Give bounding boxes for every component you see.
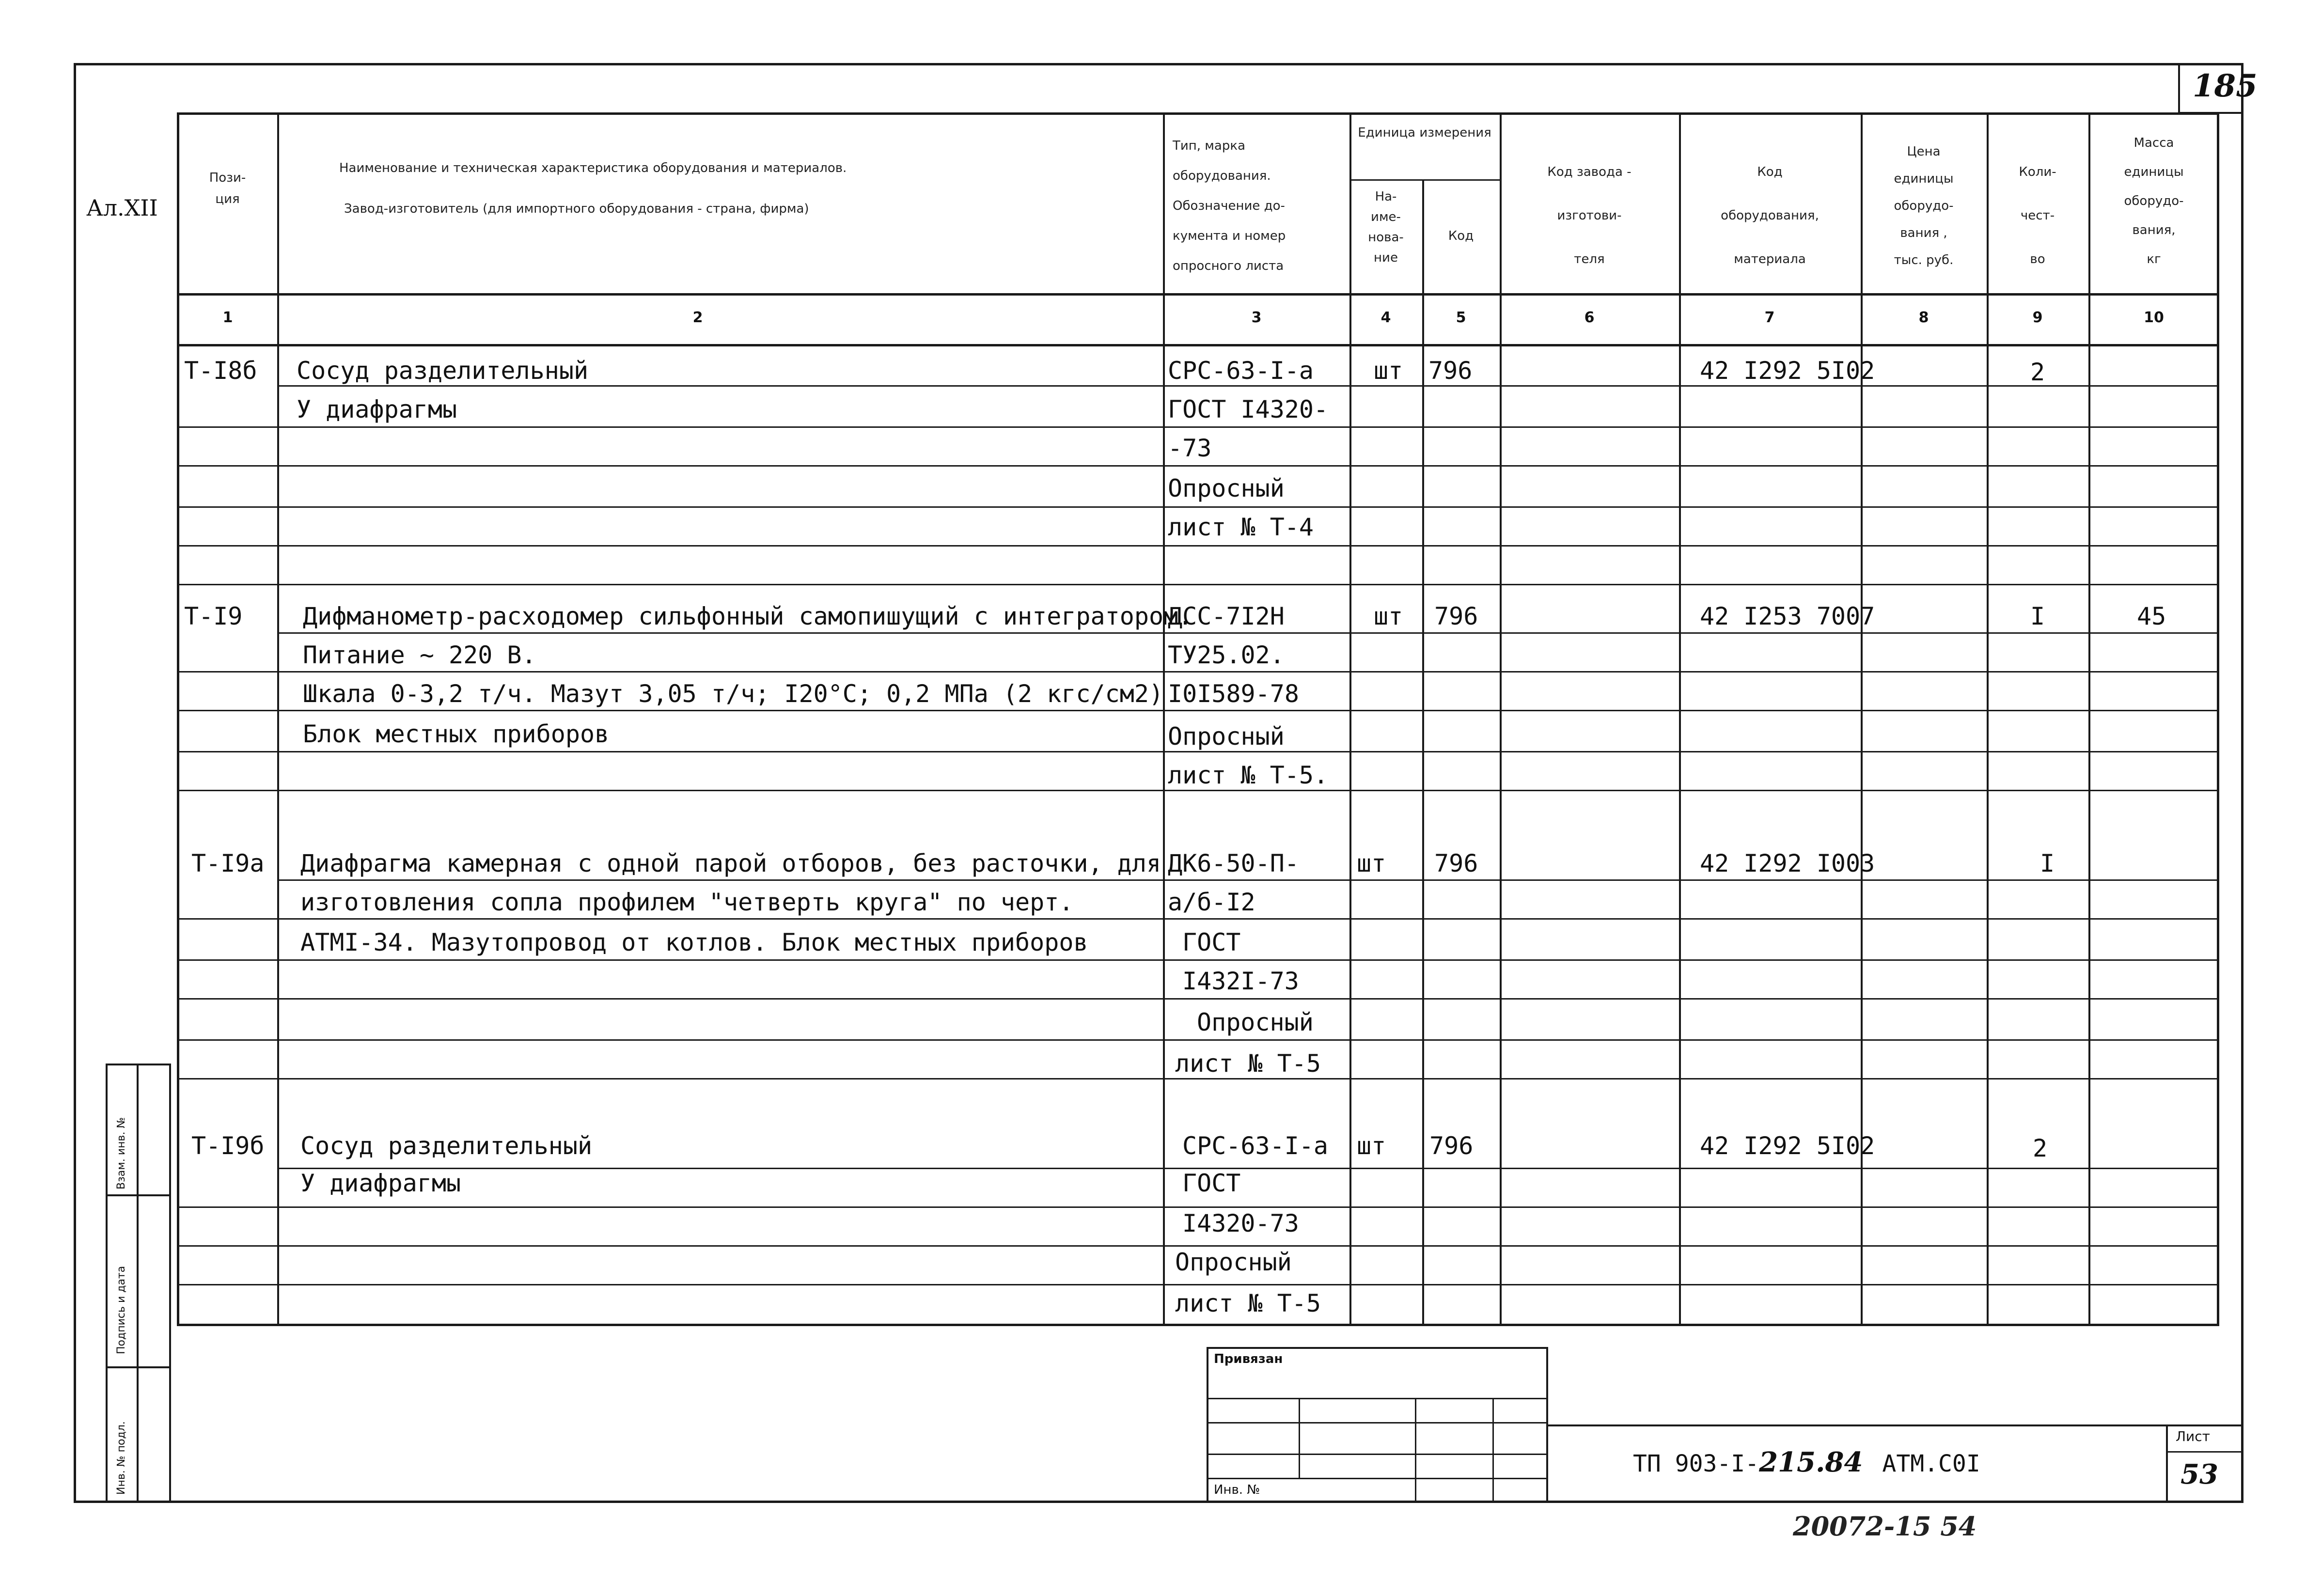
col-number: 7 bbox=[1764, 309, 1775, 326]
stamp-line bbox=[1207, 1454, 1548, 1455]
side-label-inv: Инв. № подл. bbox=[115, 1421, 127, 1495]
row-quantity: 2 bbox=[2030, 358, 2045, 386]
row-line bbox=[277, 879, 2219, 881]
col-number: 1 bbox=[222, 309, 233, 326]
stamp-vline bbox=[1415, 1398, 1416, 1503]
row-name-line: Дифманометр-расходомер сильфонный самопишущий с интегратором. bbox=[303, 602, 1193, 630]
header-col7: Код оборудования, материала bbox=[1721, 165, 1819, 266]
title-block-line bbox=[1548, 1424, 2243, 1426]
header-col10: Масса единицы оборудо- вания, кг bbox=[2124, 136, 2184, 266]
row-unit: шт bbox=[1374, 357, 1403, 385]
row-equip-code: 42 I292 5I02 bbox=[1700, 1132, 1875, 1160]
col-line-3 bbox=[1349, 112, 1351, 1326]
col-number: 2 bbox=[692, 309, 703, 326]
header-col8: Цена единицы оборудо- вания , тыс. руб. bbox=[1894, 144, 1954, 267]
row-name-line: Шкала 0-3,2 т/ч. Мазут 3,05 т/ч; I20°С; 0,2 МПа (2 кгс/см2) bbox=[303, 680, 1164, 708]
row-unit-code: 796 bbox=[1428, 357, 1473, 385]
row-quantity: 2 bbox=[2033, 1134, 2048, 1162]
row-line bbox=[177, 998, 2219, 1000]
col-number: 5 bbox=[1456, 309, 1466, 326]
row-line bbox=[177, 671, 2219, 673]
row-line bbox=[177, 751, 2219, 752]
row-equip-code: 42 I292 I003 bbox=[1700, 849, 1875, 877]
row-line bbox=[177, 1245, 2219, 1247]
row-type-line: I0I589-78 bbox=[1168, 680, 1299, 708]
sheet-word: Лист bbox=[2176, 1428, 2210, 1444]
side-label-replace: Взам. инв. № bbox=[115, 1117, 127, 1189]
col-number: 10 bbox=[2144, 309, 2164, 326]
col-line-6 bbox=[1679, 112, 1681, 1326]
header-col2: Наименование и техническая характеристика оборудования и материалов. Завод-изготовитель (для импортного оборудования - страна, фирма) bbox=[339, 161, 847, 216]
row-type-line: ГОСТ bbox=[1182, 928, 1241, 956]
row-line bbox=[177, 1039, 2219, 1041]
header-col5: Код bbox=[1448, 229, 1474, 243]
col-line-2 bbox=[1163, 112, 1165, 1326]
side-stamp-line bbox=[106, 1194, 171, 1196]
row-type-line: лист № Т-5. bbox=[1168, 761, 1329, 789]
col-number: 6 bbox=[1584, 309, 1595, 326]
row-line bbox=[177, 426, 2219, 428]
row-name-line: У диафрагмы bbox=[300, 1169, 461, 1197]
col-number: 9 bbox=[2032, 309, 2043, 326]
row-type-line: а/б-I2 bbox=[1168, 888, 1255, 916]
doc-code: ТП 903-I-215.84 АТМ.С0I bbox=[1633, 1446, 1980, 1478]
header-col6: Код завода - изготови- теля bbox=[1547, 165, 1631, 266]
row-type-line: I4320-73 bbox=[1182, 1209, 1299, 1237]
stamp-line bbox=[1207, 1478, 1548, 1479]
row-unit-code: 796 bbox=[1434, 602, 1478, 630]
row-name-line: АТМI-34. Мазутопровод от котлов. Блок местных приборов bbox=[300, 928, 1088, 956]
row-type-line: ГОСТ I4320- bbox=[1168, 395, 1329, 423]
title-block-vline bbox=[2166, 1424, 2168, 1503]
stamp-line bbox=[1207, 1422, 1548, 1424]
col-line-5 bbox=[1500, 112, 1502, 1326]
row-type-line: ГОСТ bbox=[1182, 1169, 1241, 1197]
header-bottom-line bbox=[177, 293, 2219, 296]
sheet-label: Ал.XII bbox=[86, 195, 158, 221]
row-name-line: Блок местных приборов bbox=[303, 720, 610, 748]
handwritten-page-number: 185 bbox=[2193, 68, 2258, 104]
row-line bbox=[177, 710, 2219, 711]
col-line-8 bbox=[1987, 112, 1989, 1326]
col-line-4 bbox=[1422, 179, 1424, 1326]
header-unit: Единица измерения bbox=[1358, 125, 1491, 140]
row-quantity: I bbox=[2030, 602, 2045, 630]
row-name-line: изготовления сопла профилем "четверть круга" по черт. bbox=[300, 888, 1074, 916]
row-type-line: -73 bbox=[1168, 434, 1212, 462]
row-position: Т-I9б bbox=[191, 1132, 265, 1160]
row-line bbox=[277, 1168, 2219, 1169]
row-line bbox=[177, 959, 2219, 961]
row-line bbox=[177, 506, 2219, 508]
row-unit-code: 796 bbox=[1429, 1132, 1474, 1160]
row-line bbox=[177, 584, 2219, 585]
row-type-line: СРС-63-I-а bbox=[1168, 357, 1314, 385]
stamp-vline bbox=[1492, 1398, 1494, 1503]
row-name-line: Сосуд разделительный bbox=[297, 357, 589, 385]
row-type-line: ДСС-7I2Н bbox=[1168, 602, 1285, 630]
row-unit-code: 796 bbox=[1434, 849, 1478, 877]
side-label-signature: Подпись и дата bbox=[115, 1266, 127, 1354]
row-quantity: I bbox=[2040, 849, 2055, 877]
stamp-vline bbox=[1299, 1398, 1300, 1478]
bottom-handwritten-note: 20072-15 54 bbox=[1793, 1511, 1977, 1542]
row-line bbox=[177, 790, 2219, 791]
row-name-line: У диафрагмы bbox=[297, 395, 457, 423]
stamp-line bbox=[1207, 1398, 1548, 1399]
row-type-line: Опросный bbox=[1168, 474, 1285, 502]
col-number: 8 bbox=[1918, 309, 1929, 326]
col-line-1 bbox=[277, 112, 279, 1326]
header-col3: Тип, марка оборудования. Обозначение до- кумента и номер опросного листа bbox=[1173, 139, 1286, 273]
sheet-number: 53 bbox=[2181, 1458, 2218, 1490]
row-name-line: Сосуд разделительный bbox=[300, 1132, 593, 1160]
inv-label: Инв. № bbox=[1214, 1483, 1260, 1497]
row-line bbox=[177, 918, 2219, 920]
row-type-line: I432I-73 bbox=[1182, 967, 1299, 995]
row-type-line: СРС-63-I-а bbox=[1182, 1132, 1329, 1160]
row-type-line: лист № Т-5 bbox=[1175, 1049, 1321, 1078]
row-type-line: лист № Т-4 bbox=[1168, 513, 1314, 541]
row-equip-code: 42 I292 5I02 bbox=[1700, 357, 1875, 385]
row-position: Т-I9а bbox=[191, 849, 265, 877]
header-col1: Пози- ция bbox=[209, 171, 246, 206]
row-type-line: ДК6-50-П- bbox=[1168, 849, 1299, 877]
row-position: Т-I8б bbox=[184, 357, 257, 385]
row-position: Т-I9 bbox=[184, 602, 243, 630]
row-line bbox=[177, 1078, 2219, 1080]
col-line-9 bbox=[2088, 112, 2090, 1326]
title-block-line bbox=[2166, 1451, 2243, 1453]
row-name-line: Диафрагма камерная с одной парой отборов, без расточки, для bbox=[300, 849, 1161, 877]
bound-stamp bbox=[1207, 1347, 1548, 1503]
row-line bbox=[177, 1206, 2219, 1208]
bound-label: Привязан bbox=[1214, 1352, 1283, 1366]
row-line bbox=[177, 465, 2219, 467]
row-equip-code: 42 I253 7007 bbox=[1700, 602, 1875, 630]
row-type-line: Опросный bbox=[1197, 1008, 1314, 1036]
row-line bbox=[177, 1284, 2219, 1285]
row-type-line: Опросный bbox=[1175, 1248, 1292, 1276]
header-col9: Коли- чест- во bbox=[2019, 165, 2056, 266]
row-line bbox=[177, 545, 2219, 547]
col-number: 4 bbox=[1380, 309, 1391, 326]
header-col4: На- име- нова- ние bbox=[1368, 189, 1404, 265]
row-unit: шт bbox=[1357, 1132, 1386, 1160]
row-unit: шт bbox=[1374, 602, 1403, 630]
row-type-line: Опросный bbox=[1168, 722, 1285, 751]
row-line bbox=[277, 385, 2219, 387]
row-type-line: ТУ25.02. bbox=[1168, 641, 1285, 669]
row-line bbox=[277, 632, 2219, 634]
numbers-bottom-line bbox=[177, 344, 2219, 346]
row-type-line: лист № Т-5 bbox=[1175, 1289, 1321, 1317]
side-stamp-divider bbox=[137, 1064, 139, 1503]
unit-split-line bbox=[1349, 179, 1500, 181]
row-unit: шт bbox=[1357, 849, 1386, 877]
row-mass: 45 bbox=[2137, 602, 2166, 630]
row-name-line: Питание ~ 220 В. bbox=[303, 641, 536, 669]
col-number: 3 bbox=[1251, 309, 1262, 326]
side-stamp-line bbox=[106, 1366, 171, 1368]
